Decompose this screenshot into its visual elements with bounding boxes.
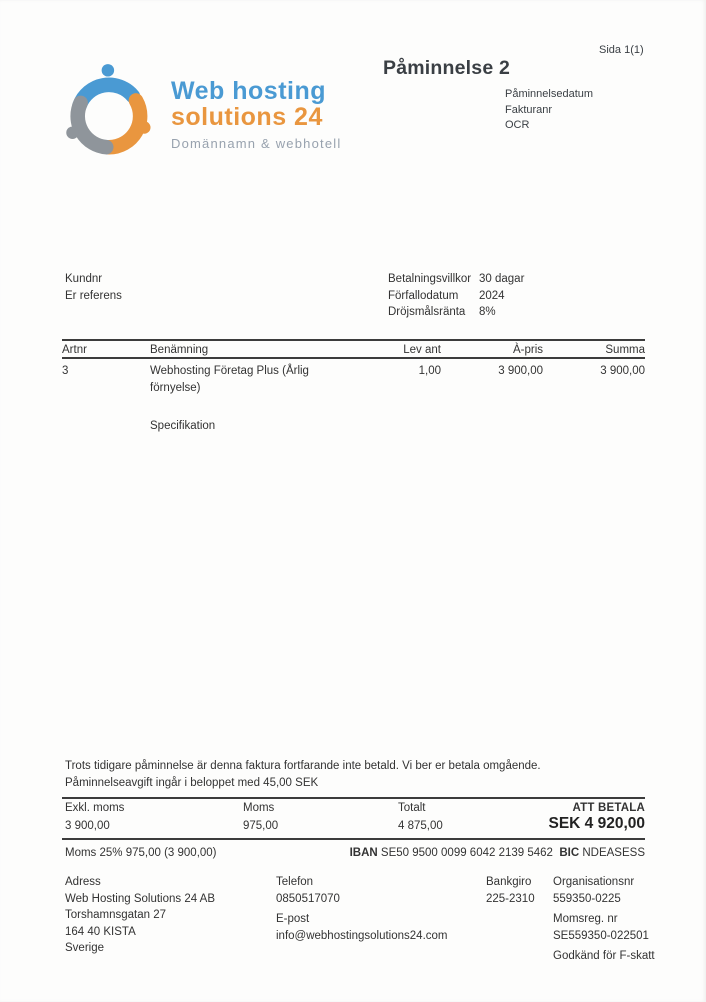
footer-bankgiro-block <box>486 874 535 907</box>
table-header-rule <box>62 357 645 359</box>
vat-breakdown-note: Moms 25% 975,00 (3 900,00) <box>65 847 217 859</box>
iban-label: IBAN <box>349 847 378 859</box>
page-title: Påminnelse 2 <box>383 57 511 79</box>
due-date-value: 2024 <box>479 289 505 302</box>
iban-bic-row <box>350 845 645 862</box>
address-line-street: Torshamnsgatan 27 <box>65 909 167 921</box>
col-header-a-pris: À-pris <box>512 344 543 356</box>
bic-label: BIC <box>559 847 580 859</box>
bankgiro-value: 225-2310 <box>486 892 535 905</box>
late-interest-value: 8% <box>479 306 496 318</box>
cell-lev-ant: 1,00 <box>418 365 441 377</box>
reminder-notice-line2: Påminnelseavgift ingår i beloppet med 45,00 SEK <box>65 776 319 789</box>
logo-text <box>171 78 341 151</box>
terms-row <box>388 288 524 305</box>
vat-label: Moms <box>243 802 275 814</box>
late-interest-label: Dröjsmålsränta <box>388 306 466 318</box>
bankgiro-label: Bankgiro <box>486 876 532 888</box>
col-header-benamning: Benämning <box>150 344 209 356</box>
terms-row <box>388 271 524 288</box>
company-logo <box>57 62 341 166</box>
address-line-city: 164 40 KISTA <box>65 925 136 938</box>
customer-fields <box>65 271 122 305</box>
col-header-artnr: Artnr <box>62 344 87 356</box>
vat-value: 975,00 <box>243 820 279 832</box>
vatreg-label: Momsreg. nr <box>553 913 618 925</box>
logo-swirl-icon <box>57 62 165 166</box>
totals-bottom-rule <box>62 838 645 840</box>
specification-label: Specifikation <box>150 420 216 432</box>
terms-row <box>388 304 524 321</box>
col-header-lev-ant: Lev ant <box>403 344 441 356</box>
payment-terms-fields <box>388 271 524 321</box>
excl-vat-value: 3 900,00 <box>65 820 110 832</box>
address-line-country: Sverige <box>65 942 104 954</box>
logo-line1: Web hosting <box>171 77 327 105</box>
amount-due-value: SEK 4 920,00 <box>548 815 645 832</box>
email-value: info@webhostingsolutions24.com <box>276 929 448 942</box>
total-label: Totalt <box>398 802 426 814</box>
reminder-notice-line1: Trots tidigare påminnelse är denna faktura fortfarande inte betald. Vi ber er betala omgående. <box>65 760 541 772</box>
payment-terms-value: 30 dagar <box>479 273 525 285</box>
page-indicator: Sida 1(1) <box>599 44 644 56</box>
your-reference-label: Er referens <box>65 290 122 302</box>
meta-field-invoice-number: Fakturanr <box>505 103 553 116</box>
footer-organisation-block <box>553 874 655 965</box>
bic-value: NDEASESS <box>582 847 645 859</box>
orgnr-label: Organisationsnr <box>553 876 635 888</box>
amount-due-label: ATT BETALA <box>572 802 645 814</box>
footer-address-block <box>65 874 215 957</box>
footer-contact-block <box>276 874 448 944</box>
excl-vat-label: Exkl. moms <box>65 802 125 814</box>
cell-artnr: 3 <box>62 365 69 377</box>
logo-line2: solutions 24 <box>171 103 323 131</box>
vatreg-value: SE559350-022501 <box>553 929 649 942</box>
phone-value: 0850517070 <box>276 892 340 905</box>
email-label: E-post <box>276 913 310 925</box>
reminder-notice <box>65 758 625 791</box>
due-date-label: Förfallodatum <box>388 289 459 302</box>
customer-number-label: Kundnr <box>65 273 103 285</box>
orgnr-value: 559350-0225 <box>553 892 621 905</box>
address-line-company: Web Hosting Solutions 24 AB <box>65 892 216 905</box>
meta-field-reminder-date: Påminnelsedatum <box>505 88 594 100</box>
iban-value: SE50 9500 0099 6042 2139 5462 <box>380 847 553 859</box>
cell-a-pris: 3 900,00 <box>498 365 543 377</box>
cell-summa: 3 900,00 <box>600 365 645 377</box>
payment-terms-label: Betalningsvillkor <box>388 273 472 285</box>
totals-top-rule <box>62 797 645 799</box>
document-meta-fields <box>505 88 593 135</box>
address-label: Adress <box>65 876 101 888</box>
logo-tagline: Domännamn & webhotell <box>171 136 342 151</box>
phone-label: Telefon <box>276 876 314 888</box>
fskatt-label: Godkänd för F-skatt <box>553 950 655 962</box>
meta-field-ocr: OCR <box>505 119 530 131</box>
line-item-row <box>62 363 645 396</box>
total-value: 4 875,00 <box>398 820 443 832</box>
table-top-rule <box>62 339 645 341</box>
col-header-summa: Summa <box>605 344 645 356</box>
cell-benamning: Webhosting Företag Plus (Årlig förnyelse) <box>150 365 309 394</box>
